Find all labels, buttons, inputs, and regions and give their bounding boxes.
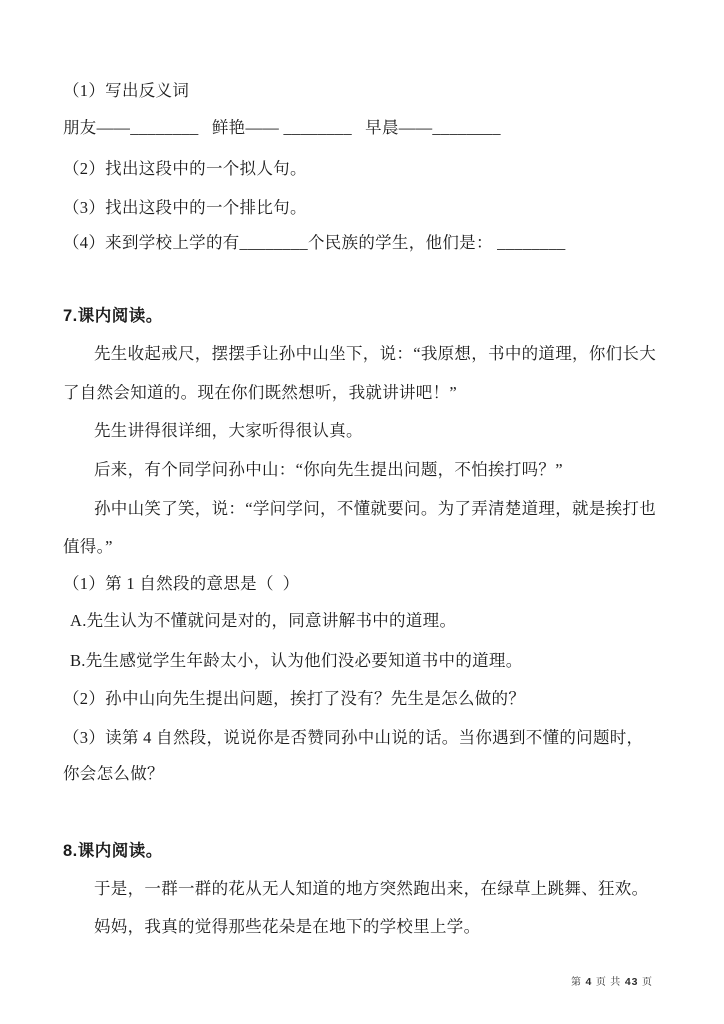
section-7-heading: 7.课内阅读。	[63, 307, 163, 325]
reading7-passage-line-6: 值得。”	[63, 537, 113, 556]
reading8-passage-line-2: 妈妈，我真的觉得那些花朵是在地下的学校里上学。	[94, 917, 481, 936]
antonym-blanks-line: 朋友——________ 鲜艳—— ________ 早晨——________	[63, 118, 501, 137]
reading7-passage-line-1: 先生收起戒尺，摆摆手让孙中山坐下，说：“我原想，书中的道理，你们长大	[94, 344, 657, 363]
sub-question-1-antonyms-prompt: （1）写出反义词	[63, 81, 190, 100]
reading7-passage-line-2: 了自然会知道的。现在你们既然想听，我就讲讲吧！”	[63, 383, 458, 402]
reading7-option-a: A.先生认为不懂就问是对的，同意讲解书中的道理。	[70, 611, 457, 630]
footer-label-pages: 页	[638, 977, 653, 988]
footer-total-pages: 43	[624, 976, 639, 988]
footer-label-of: 页 共	[592, 977, 625, 988]
reading7-passage-line-4: 后来，有个同学问孙中山：“你向先生提出问题，不怕挨打吗？”	[94, 460, 563, 479]
reading8-passage-line-1: 于是，一群一群的花从无人知道的地方突然跑出来，在绿草上跳舞、狂欢。	[94, 879, 649, 898]
page-footer	[557, 962, 653, 999]
reading7-question-3-line-1: （3）读第 4 自然段，说说你是否赞同孙中山说的话。当你遇到不懂的问题时，	[63, 728, 644, 747]
footer-page-number: 4	[585, 976, 593, 988]
reading7-passage-line-5: 孙中山笑了笑，说：“学问学问，不懂就要问。为了弄清楚道理，就是挨打也	[94, 499, 657, 518]
section-8-heading: 8.课内阅读。	[63, 842, 163, 860]
reading7-passage-line-3: 先生讲得很详细，大家听得很认真。	[94, 421, 363, 440]
reading7-question-1: （1）第 1 自然段的意思是（ ）	[63, 574, 300, 593]
sub-question-4-ethnic-groups: （4）来到学校上学的有________个民族的学生，他们是： ________	[63, 233, 566, 252]
sub-question-2-personification: （2）找出这段中的一个拟人句。	[63, 159, 307, 178]
sub-question-3-parallelism: （3）找出这段中的一个排比句。	[63, 198, 307, 217]
footer-label-page: 第	[570, 977, 586, 988]
reading7-option-b: B.先生感觉学生年龄太小，认为他们没必要知道书中的道理。	[70, 651, 523, 670]
reading7-question-2: （2）孙中山向先生提出问题，挨打了没有？先生是怎么做的？	[63, 689, 526, 708]
reading7-question-3-line-2: 你会怎么做？	[63, 764, 164, 783]
